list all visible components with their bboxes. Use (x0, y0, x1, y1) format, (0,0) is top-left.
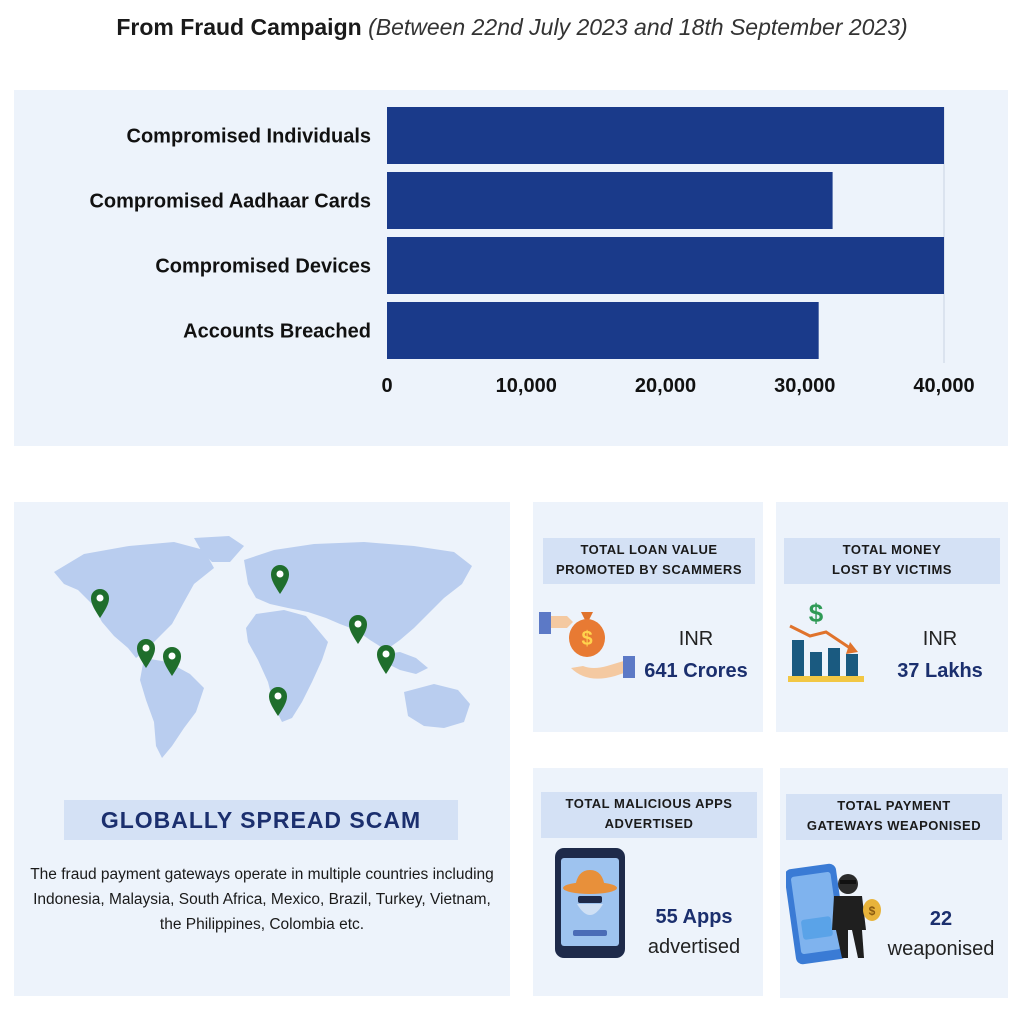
australia-shape (404, 684, 470, 728)
card-payment-gateways (780, 768, 1008, 998)
continents (54, 536, 472, 758)
card-money-lost (776, 502, 1008, 732)
world-map (44, 532, 484, 767)
card-loan-head-line2: PROMOTED BY SCAMMERS (556, 562, 742, 577)
map-description: The fraud payment gateways operate in multiple countries including Indonesia, Malaysia, South Africa, Mexico, Brazil, Turkey, Vietnam, the Philippines, Colombia etc. (30, 866, 494, 933)
pin-malaysia (377, 645, 395, 674)
pin-vietnam-body (349, 615, 367, 644)
x-tick-label-4: 30,000 (774, 375, 836, 397)
page-title (0, 14, 1024, 41)
card-loan-header (543, 538, 755, 584)
africa-shape (246, 610, 328, 722)
card-loan-line1: INR (678, 628, 714, 650)
card-money-header (784, 538, 1000, 584)
pin-colombia-dot (143, 645, 150, 652)
card-apps-line1: 55 Apps (655, 906, 733, 928)
bar-2 (387, 172, 833, 229)
hacker-phone-icon (553, 846, 627, 960)
thief-phone-icon (786, 858, 886, 968)
card-gateways-head-line1: TOTAL PAYMENT (837, 798, 951, 813)
map-panel (14, 502, 510, 996)
x-tick-label-3: 20,000 (634, 375, 697, 397)
svg-text:$: $ (868, 904, 876, 918)
card-money-line1: INR (922, 628, 958, 650)
card-apps-header (541, 792, 757, 838)
svg-text:$: $ (581, 628, 593, 650)
category-label-4: Accounts Breached (183, 320, 371, 343)
title-date-range: (Between 22nd July 2023 and 18th September 2023) (368, 14, 908, 40)
card-money-head-line1: TOTAL MONEY (842, 542, 942, 557)
pin-mexico-dot (97, 595, 104, 602)
card-loan-head-line1: TOTAL LOAN VALUE (580, 542, 718, 557)
bar-chart (14, 90, 1008, 446)
bar-chart-panel (14, 90, 1008, 446)
card-loan-line2: 641 Crores (644, 660, 748, 682)
pin-malaysia-body (377, 645, 395, 674)
globally-spread-banner: GLOBALLY SPREAD SCAM (64, 800, 458, 840)
card-gateways-header (786, 794, 1002, 840)
pin-vietnam (349, 615, 367, 644)
pin-south-africa-dot (275, 693, 282, 700)
pin-brazil-dot (169, 653, 176, 660)
north-america-shape (54, 542, 214, 658)
card-money-line2: 37 Lakhs (897, 660, 983, 682)
x-tick-label-2: 10,000 (495, 375, 557, 397)
x-tick-label-5: 40,000 (913, 375, 975, 397)
declining-chart-icon (784, 596, 868, 686)
card-apps-line2: advertised (647, 936, 741, 958)
x-tick-label-1: 0 (381, 375, 393, 397)
title-main: From Fraud Campaign (116, 14, 362, 40)
category-label-2: Compromised Aadhaar Cards (89, 190, 371, 213)
card-gateways-line2: weaponised (887, 938, 995, 960)
card-apps-head-line1: TOTAL MALICIOUS APPS (565, 796, 733, 811)
card-gateways-line1: 22 (929, 908, 953, 930)
bar-1 (387, 107, 944, 164)
card-money-head-line2: LOST BY VICTIMS (832, 562, 952, 577)
bar-3 (387, 237, 944, 294)
pin-vietnam-dot (355, 621, 362, 628)
svg-text:$: $ (808, 598, 824, 628)
card-apps-head-line2: ADVERTISED (604, 816, 694, 831)
card-malicious-apps (533, 768, 763, 996)
pin-malaysia-dot (383, 651, 390, 658)
card-gateways-head-line2: GATEWAYS WEAPONISED (806, 818, 982, 833)
money-bag-hand-icon (537, 600, 637, 690)
card-loan-value (533, 502, 763, 732)
bar-4 (387, 302, 819, 359)
category-label-1: Compromised Individuals (126, 125, 371, 148)
category-label-3: Compromised Devices (155, 255, 371, 278)
pin-turkey-dot (277, 571, 284, 578)
